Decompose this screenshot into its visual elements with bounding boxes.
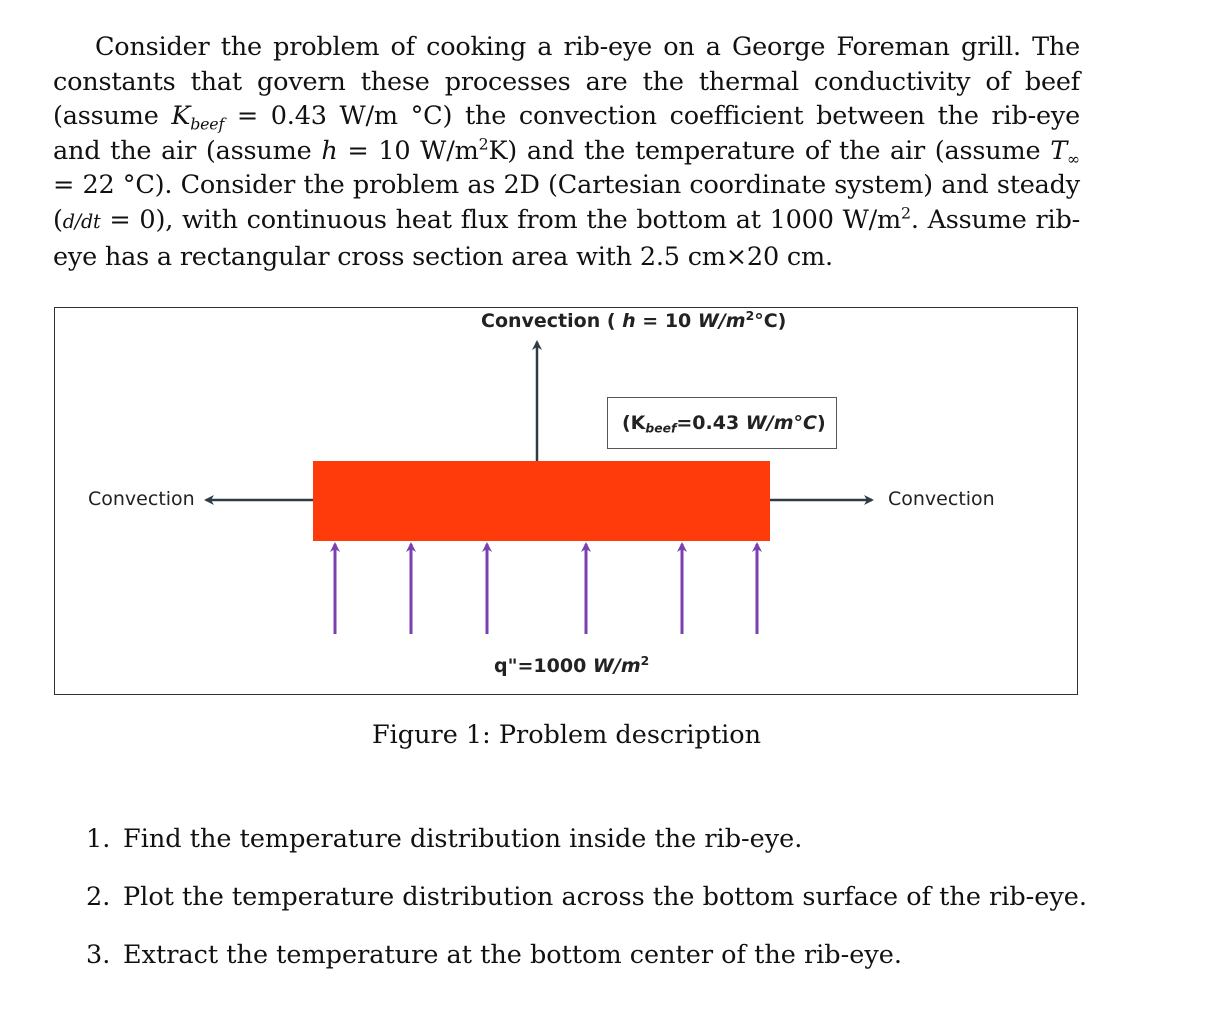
question-text: Find the temperature distribution inside the rib-eye. <box>123 824 803 854</box>
question-number: 1. <box>86 824 111 854</box>
heat-flux-label: q"=1000 $W/m^2$ <box>494 654 650 677</box>
top-convection-label: Convection ( h = 10 $W/m^2^\circ C$) <box>481 309 787 332</box>
h-symbol: h <box>321 135 338 166</box>
t-symbol: T <box>1050 135 1068 166</box>
right-convection-label: Convection <box>888 488 995 510</box>
list-item <box>86 820 1087 878</box>
intro-text-2: . Assume rib-eye has a rectangular cross section area with 2.5 cm×20 cm. <box>53 204 1080 272</box>
t-subscript: ∞ <box>1067 149 1080 169</box>
question-list <box>86 820 1087 994</box>
conductivity-box <box>607 397 837 449</box>
intro-steady-tail: = 0), with continuous heat flux from the bottom at 1000 W/m <box>100 204 901 235</box>
k-symbol: K <box>171 101 191 132</box>
intro-t-value: = 22 °C). Consider the problem as 2D (Cartesian coordinate system) and steady ( <box>53 170 1080 235</box>
intro-k-value: = 0.43 W/m °C) the convection coefficient between the rib-eye and the air (assume <box>53 101 1080 166</box>
left-convection-label: Convection <box>88 488 195 510</box>
h-exponent: 2 <box>478 134 489 154</box>
intro-h-tail: K) and the temperature of the air (assume <box>488 135 1051 166</box>
intro-h-value: = 10 W/m <box>337 135 479 166</box>
list-item <box>86 878 1087 936</box>
problem-statement <box>53 30 1080 274</box>
ribeye-block <box>313 461 770 541</box>
k-subscript: beef <box>190 114 225 134</box>
figure-caption: Figure 1: Problem description <box>371 720 762 750</box>
intro-text-1: Consider the problem of cooking a rib-eye on a George Foreman grill. The constants that govern these processes are the thermal conductivity of beef (assume <box>53 32 1080 132</box>
question-number: 2. <box>86 882 111 912</box>
question-text: Extract the temperature at the bottom center of the rib-eye. <box>123 940 902 970</box>
question-number: 3. <box>86 940 111 970</box>
flux-exponent: 2 <box>900 203 911 223</box>
conductivity-label: ($K_{beef}=0.43$ W/m°C) <box>622 412 826 436</box>
list-item <box>86 936 1087 994</box>
steady-fraction: d/dt <box>62 209 101 233</box>
question-text: Plot the temperature distribution across the bottom surface of the rib-eye. <box>123 882 1087 912</box>
